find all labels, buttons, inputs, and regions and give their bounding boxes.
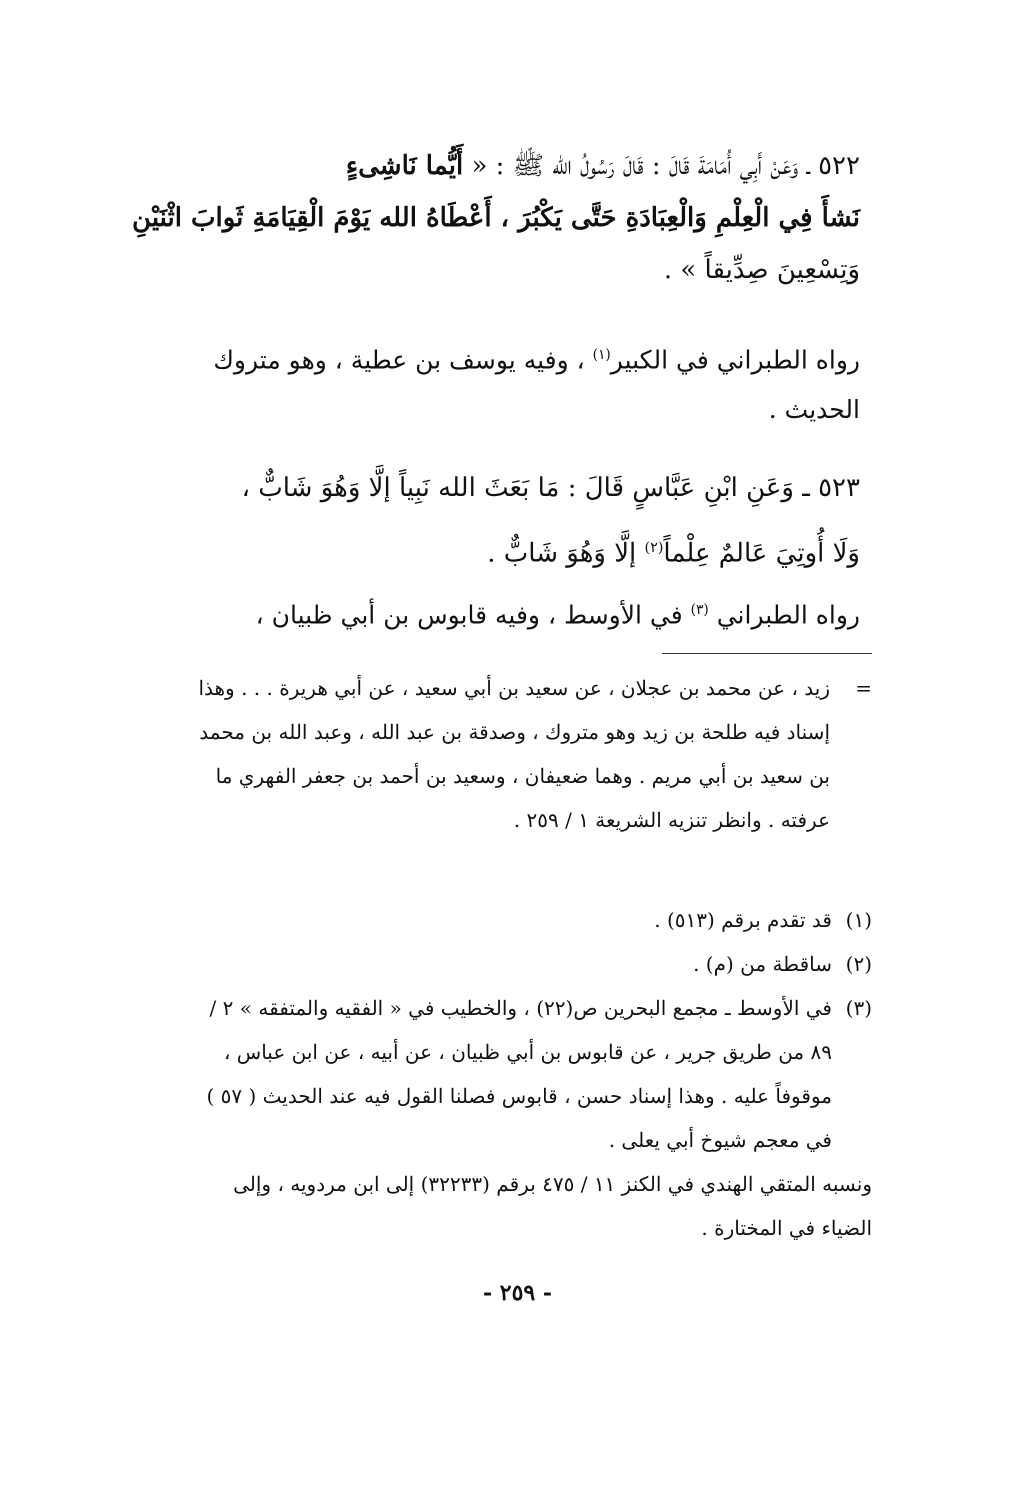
footnote-divider — [662, 653, 872, 654]
hadith-text: إلَّا وَهُوَ شَابٌّ . — [487, 538, 637, 569]
footnote-text: في الأوسط ـ مجمع البحرين ص(٢٢) ، والخطيب في « الفقيه والمتفقه » ٢ / ٨٩ من طريق جرير ، عن قابوس بن أبي ظبيان ، عن أبيه ، عن ابن عباس ، موقوفاً عليه . وهذا إسناد حسن ، قابوس فصلنا القول فيه عند الحديث ( ٥٧ ) في معجم شيوخ أبي يعلى . — [206, 996, 832, 1152]
footnote-ref[interactable]: (١) — [592, 347, 611, 363]
footnote-item — [190, 898, 872, 942]
footnote-ref[interactable]: (٢) — [644, 540, 664, 556]
footnote-number: (٢) — [845, 952, 872, 976]
comment-text: رواه الطبراني في الكبير — [610, 345, 860, 375]
hadith-text: وَعَنْ أَبِي أُمَامَةَ قَالَ : قَالَ رَسُولُ الله ﷺ : « — [471, 151, 799, 181]
hadith-523 — [175, 458, 860, 584]
hadith-522-line-2: نَشأَ فِي الْعِلْمِ وَالْعِبَادَةِ حَتَّى يَكْبُرَ ، أَعْطَاهُ الله يَوْمَ الْقِيَامَةِ ثَوابَ اثْنَيْنِ — [132, 203, 860, 233]
page-number: - ٢٥٩ - — [482, 1280, 553, 1306]
footnote-text: قد تقدم برقم (٥١٣) . — [654, 908, 832, 932]
continuation-marker: = — [855, 676, 872, 700]
hadith-522-line-1 — [175, 140, 860, 192]
comment-text: رواه الطبراني — [716, 600, 860, 630]
hadith-522-line-3: وَتِسْعِينَ صِدِّيقاً » . — [663, 255, 860, 285]
comment-text: ، وفيه يوسف بن عطية ، وهو متروك الحديث . — [213, 345, 860, 425]
footnote-item — [190, 986, 872, 1162]
hadith-523-line-2 — [175, 518, 860, 584]
comment-522 — [175, 330, 860, 435]
footnote-extra: ونسبه المتقي الهندي في الكنز ١١ / ٤٧٥ برقم (٣٢٢٣٣) إلى ابن مردويه ، وإلى الضياء في المختارة . — [233, 1172, 872, 1240]
footnote-text: ساقطة من (م) . — [693, 952, 832, 976]
hadith-522 — [132, 140, 860, 296]
footnote-number: (٣) — [845, 996, 872, 1020]
footnote-item — [190, 942, 872, 986]
footnote-number: (١) — [845, 908, 872, 932]
hadith-text-bold: أَيُّما نَاشِىءٍ — [345, 151, 464, 181]
footnote-list — [190, 898, 872, 1162]
comment-523 — [175, 585, 860, 640]
hadith-text: وَلَا أُوتِيَ عَالمٌ عِلْماً — [663, 538, 860, 569]
footnote-ref[interactable]: (٣) — [690, 602, 709, 618]
footnote-continuation — [190, 666, 872, 842]
footnote-text: زيد ، عن محمد بن عجلان ، عن سعيد بن أبي سعيد ، عن أبي هريرة . . . وهذا إسناد فيه طلحة بن زيد وهو متروك ، وصدقة بن عبد الله ، وعبد الله بن محمد بن سعيد بن أبي مريم . وهما ضعيفان ، وسعيد بن أحمد بن جعفر الفهري ما عرفته . وانظر تنزيه الشريعة ١ / ٢٥٩ . — [198, 676, 830, 832]
hadith-number: ٥٢٢ ـ — [806, 151, 860, 181]
hadith-523-line-1: ٥٢٣ ـ وَعَنِ ابْنِ عَبَّاسٍ قَالَ : مَا بَعَثَ الله نَبِياً إلَّا وَهُوَ شَابٌّ ، — [241, 473, 860, 503]
comment-text: في الأوسط ، وفيه قابوس بن أبي ظبيان ، — [255, 600, 683, 630]
